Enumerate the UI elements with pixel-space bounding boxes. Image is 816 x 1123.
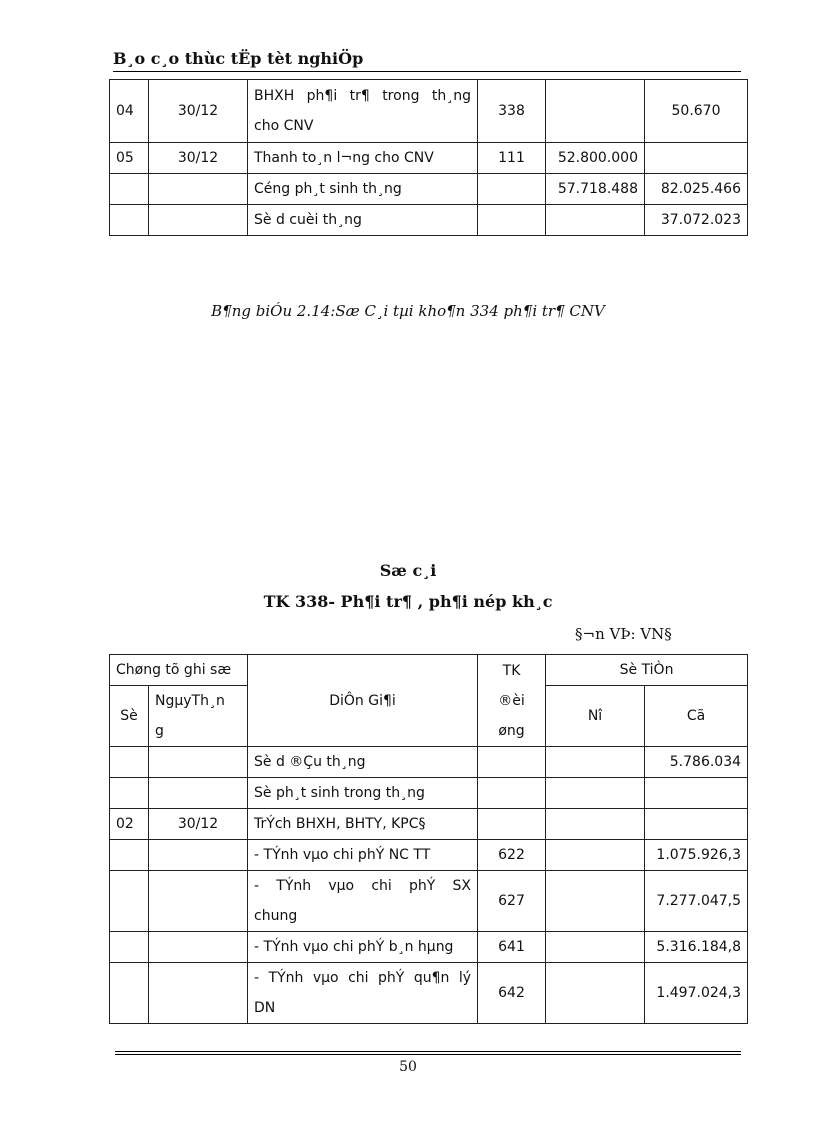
diengiai-line: cho CNV [254,118,314,134]
cell-co [645,809,748,840]
cell-diengiai [248,80,478,143]
table-row [110,205,748,236]
cell-no [546,80,645,143]
page-number: 50 [399,1059,417,1075]
cell-so [110,747,149,778]
table-row [110,809,748,840]
cell-so [110,840,149,871]
header-tk-line: TK [502,662,521,679]
header-co: Cã [645,686,748,747]
ledger-title: Sæ c¸i [379,561,437,580]
diengiai-line: - TÝnh vµo chi phÝ SX [254,878,472,894]
cell-ngay [149,205,248,236]
cell-so: 02 [110,809,149,840]
cell-no [546,205,645,236]
cell-no [546,809,645,840]
cell-diengiai [248,871,478,932]
cell-so [110,871,149,932]
cell-tk: 627 [478,871,546,932]
table-row [110,80,748,143]
cell-tk: 642 [478,963,546,1024]
cell-tk [478,205,546,236]
cell-co [645,143,748,174]
cell-tk [478,747,546,778]
header-no: Nî [546,686,645,747]
table-caption: B¶ng biÓu 2.14:Sæ C¸i tµi kho¶n 334 ph¶i tr¶ CNV [211,302,605,320]
ledger-338-table [109,654,748,1024]
table-row [110,174,748,205]
cell-diengiai: Thanh to¸n l¬ng cho CNV [248,143,478,174]
cell-co: 1.497.024,3 [645,963,748,1024]
table-row [110,747,748,778]
cell-tk [478,778,546,809]
cell-ngay [149,778,248,809]
cell-no [546,840,645,871]
cell-ngay [149,747,248,778]
cell-co: 5.316.184,8 [645,932,748,963]
table-row [110,871,748,932]
currency-unit: §¬n VÞ: VN§ [575,625,672,643]
header-so: Sè [110,686,149,747]
cell-diengiai: Sè d ®Çu th¸ng [248,747,478,778]
cell-co: 50.670 [645,80,748,143]
cell-tk: 622 [478,840,546,871]
diengiai-line: - TÝnh vµo chi phÝ qu¶n lý [254,970,472,986]
cell-diengiai: TrÝch BHXH, BHTY, KPC§ [248,809,478,840]
table-row [110,840,748,871]
cell-tk: 641 [478,932,546,963]
cell-diengiai: Céng ph¸t sinh th¸ng [248,174,478,205]
cell-ngay [149,174,248,205]
table-row [110,963,748,1024]
cell-so [110,963,149,1024]
header-ngay-line: NgµyTh¸n [155,693,225,709]
header-row [110,655,748,686]
header-chung-tu: Chøng tõ ghi sæ [110,655,248,686]
cell-no [546,932,645,963]
cell-diengiai: - TÝnh vµo chi phÝ NC TT [248,840,478,871]
cell-ngay: 30/12 [149,143,248,174]
cell-co: 5.786.034 [645,747,748,778]
page-header: B¸o c¸o thùc tËp tèt nghiÖp [113,49,741,72]
cell-tk [478,809,546,840]
header-so-tien: Sè TiÒn [546,655,748,686]
table-row [110,143,748,174]
header-dien-giai: DiÔn Gi¶i [248,655,478,747]
table-row [110,778,748,809]
header-tk-doi-ung [478,655,546,747]
cell-no [546,778,645,809]
cell-ngay [149,963,248,1024]
cell-co: 37.072.023 [645,205,748,236]
cell-ngay: 30/12 [149,809,248,840]
cell-so [110,205,149,236]
cell-so: 04 [110,80,149,143]
cell-co: 7.277.047,5 [645,871,748,932]
cell-ngay: 30/12 [149,80,248,143]
cell-diengiai: Sè d cuèi th¸ng [248,205,478,236]
cell-so [110,174,149,205]
cell-ngay [149,932,248,963]
cell-ngay [149,840,248,871]
ledger-334-continuation-table [109,79,748,236]
cell-no [546,963,645,1024]
cell-diengiai: Sè ph¸t sinh trong th¸ng [248,778,478,809]
cell-tk: 111 [478,143,546,174]
diengiai-line: chung [254,908,298,924]
diengiai-line: BHXH ph¶i tr¶ trong th¸ng [254,88,471,104]
cell-co [645,778,748,809]
table-row [110,932,748,963]
cell-tk [478,174,546,205]
diengiai-line: DN [254,1000,276,1016]
header-ngay-thang [149,686,248,747]
cell-so [110,932,149,963]
cell-no: 57.718.488 [546,174,645,205]
cell-so: 05 [110,143,149,174]
footer-rule [115,1051,741,1055]
cell-diengiai: - TÝnh vµo chi phÝ b¸n hµng [248,932,478,963]
cell-tk: 338 [478,80,546,143]
cell-no [546,871,645,932]
cell-no [546,747,645,778]
cell-ngay [149,871,248,932]
cell-no: 52.800.000 [546,143,645,174]
cell-co: 1.075.926,3 [645,840,748,871]
ledger-subtitle: TK 338- Ph¶i tr¶ , ph¶i nép kh¸c [263,592,553,611]
header-tk-line: ®èi [498,692,525,709]
cell-diengiai [248,963,478,1024]
header-tk-line: øng [498,722,525,739]
cell-so [110,778,149,809]
cell-co: 82.025.466 [645,174,748,205]
header-ngay-line: g [155,723,164,739]
